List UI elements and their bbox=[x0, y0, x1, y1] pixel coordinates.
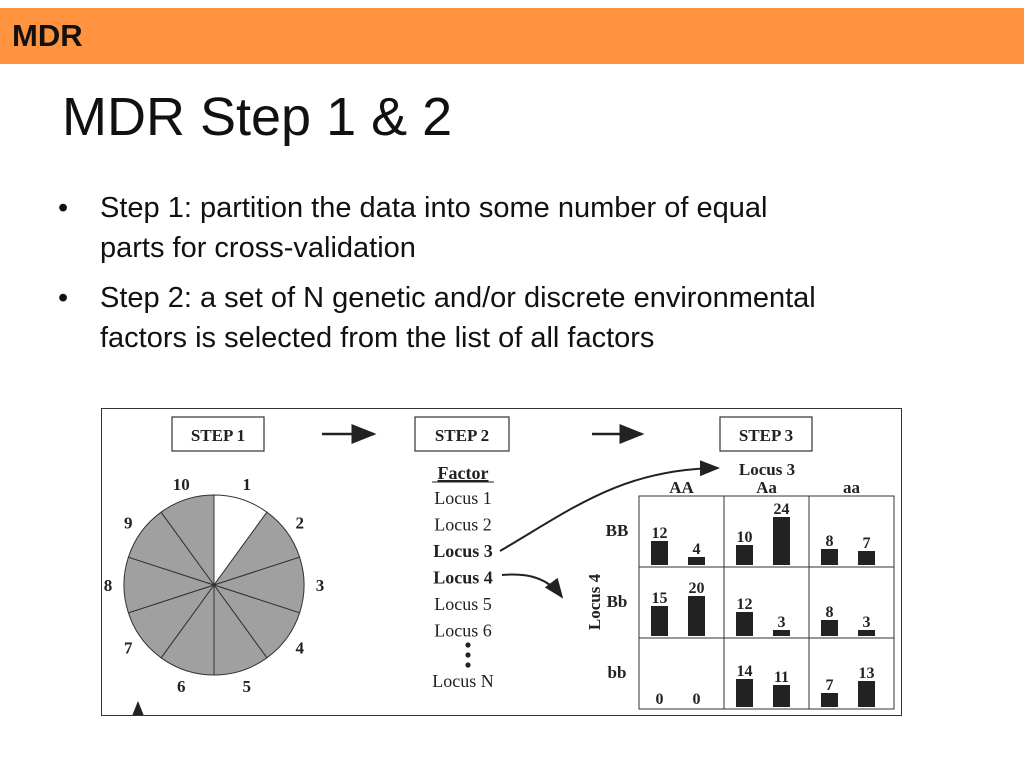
factor-item: Locus 5 bbox=[434, 594, 492, 614]
bullet-dot-icon: • bbox=[58, 192, 69, 224]
pie-slice-label: 10 bbox=[172, 475, 190, 495]
grid-border bbox=[639, 496, 894, 709]
grid-bar bbox=[651, 606, 668, 636]
grid-column-header: AA bbox=[669, 478, 694, 497]
factor-item: Locus 3 bbox=[433, 541, 493, 561]
grid-bar-label: 13 bbox=[858, 665, 875, 682]
bullet-line: Step 1: partition the data into some number of equal bbox=[100, 192, 768, 224]
bullet-line: parts for cross-validation bbox=[100, 232, 416, 264]
pie-slice-label: 4 bbox=[295, 638, 305, 658]
grid-bar bbox=[773, 685, 790, 707]
pie-slice-label: 6 bbox=[176, 676, 186, 696]
grid-bar-label: 0 bbox=[655, 691, 664, 708]
grid-bar-label: 8 bbox=[825, 533, 834, 550]
grid-y-label: Locus 4 bbox=[585, 573, 604, 631]
grid-bar-label: 11 bbox=[773, 669, 790, 686]
bullet-dot-icon: • bbox=[58, 282, 69, 314]
factor-item: Locus 6 bbox=[434, 620, 492, 641]
grid-bar bbox=[736, 612, 753, 636]
grid-bar bbox=[858, 681, 875, 707]
grid-bar bbox=[821, 620, 838, 636]
step2-label: STEP 2 bbox=[434, 426, 490, 445]
grid-bar bbox=[773, 517, 790, 565]
step1-label: STEP 1 bbox=[190, 426, 246, 445]
grid-row-header: BB bbox=[605, 521, 629, 540]
bullet-item bbox=[58, 188, 978, 268]
ellipsis-dot-icon bbox=[465, 662, 470, 667]
locus4-arrow-icon bbox=[502, 575, 562, 597]
grid-bar-label: 3 bbox=[862, 614, 871, 631]
grid-bar bbox=[688, 596, 705, 636]
step3-label: STEP 3 bbox=[738, 426, 794, 445]
grid-row-header: bb bbox=[607, 663, 627, 682]
grid-bar bbox=[821, 693, 838, 707]
bullet-line: factors is selected from the list of all factors bbox=[100, 322, 655, 354]
grid-bar-label: 4 bbox=[692, 541, 701, 558]
grid-row-header: Bb bbox=[606, 592, 628, 611]
pie-slice-label: 1 bbox=[242, 475, 252, 495]
pie-chart bbox=[104, 475, 325, 696]
slide-title: MDR Step 1 & 2 bbox=[62, 87, 453, 147]
bullet-item bbox=[58, 278, 978, 358]
pie-slice-label: 3 bbox=[315, 576, 325, 595]
grid-bar-label: 20 bbox=[688, 580, 705, 597]
pie-slice-label: 8 bbox=[103, 576, 113, 595]
grid-column-header: aa bbox=[843, 478, 860, 497]
factor-header: Factor bbox=[437, 463, 489, 483]
genotype-grid bbox=[606, 478, 894, 709]
factor-item: Locus 4 bbox=[433, 567, 493, 588]
pie-slice-label: 7 bbox=[123, 638, 133, 658]
diagram-canvas bbox=[102, 409, 901, 715]
grid-bar bbox=[651, 541, 668, 565]
grid-bar-label: 12 bbox=[736, 596, 753, 613]
grid-bar-label: 3 bbox=[777, 614, 786, 631]
grid-column-header: Aa bbox=[756, 478, 777, 497]
factor-list bbox=[433, 488, 493, 641]
bullet-line: Step 2: a set of N genetic and/or discrete environmental bbox=[100, 282, 816, 314]
pie-slice-label: 5 bbox=[242, 676, 252, 696]
grid-bar-label: 7 bbox=[862, 535, 871, 552]
grid-bar-label: 8 bbox=[825, 604, 834, 621]
grid-bar-label: 12 bbox=[651, 525, 668, 542]
factor-item-last: Locus N bbox=[432, 671, 494, 691]
mdr-diagram bbox=[101, 408, 902, 716]
ellipsis-dot-icon bbox=[465, 642, 470, 647]
bullet-list bbox=[58, 188, 978, 368]
grid-bar bbox=[688, 557, 705, 565]
grid-bar-label: 15 bbox=[651, 590, 668, 607]
grid-x-label: Locus 3 bbox=[738, 460, 796, 479]
pie-slice-label: 9 bbox=[123, 513, 133, 533]
header-bar bbox=[0, 8, 1024, 64]
factor-item: Locus 1 bbox=[434, 488, 492, 508]
header-label: MDR bbox=[12, 18, 83, 53]
grid-bar-label: 24 bbox=[773, 501, 790, 518]
grid-bar-label: 7 bbox=[825, 677, 834, 694]
ellipsis-dot-icon bbox=[465, 652, 470, 657]
grid-bar bbox=[821, 549, 838, 565]
grid-bar bbox=[736, 545, 753, 565]
factor-item: Locus 2 bbox=[434, 514, 492, 535]
grid-bar-label: 10 bbox=[736, 529, 753, 546]
grid-bar bbox=[736, 679, 753, 707]
grid-bar bbox=[858, 551, 875, 565]
grid-bar-label: 0 bbox=[692, 691, 701, 708]
pie-slice-label: 2 bbox=[295, 513, 305, 533]
grid-bar-label: 14 bbox=[736, 663, 753, 680]
